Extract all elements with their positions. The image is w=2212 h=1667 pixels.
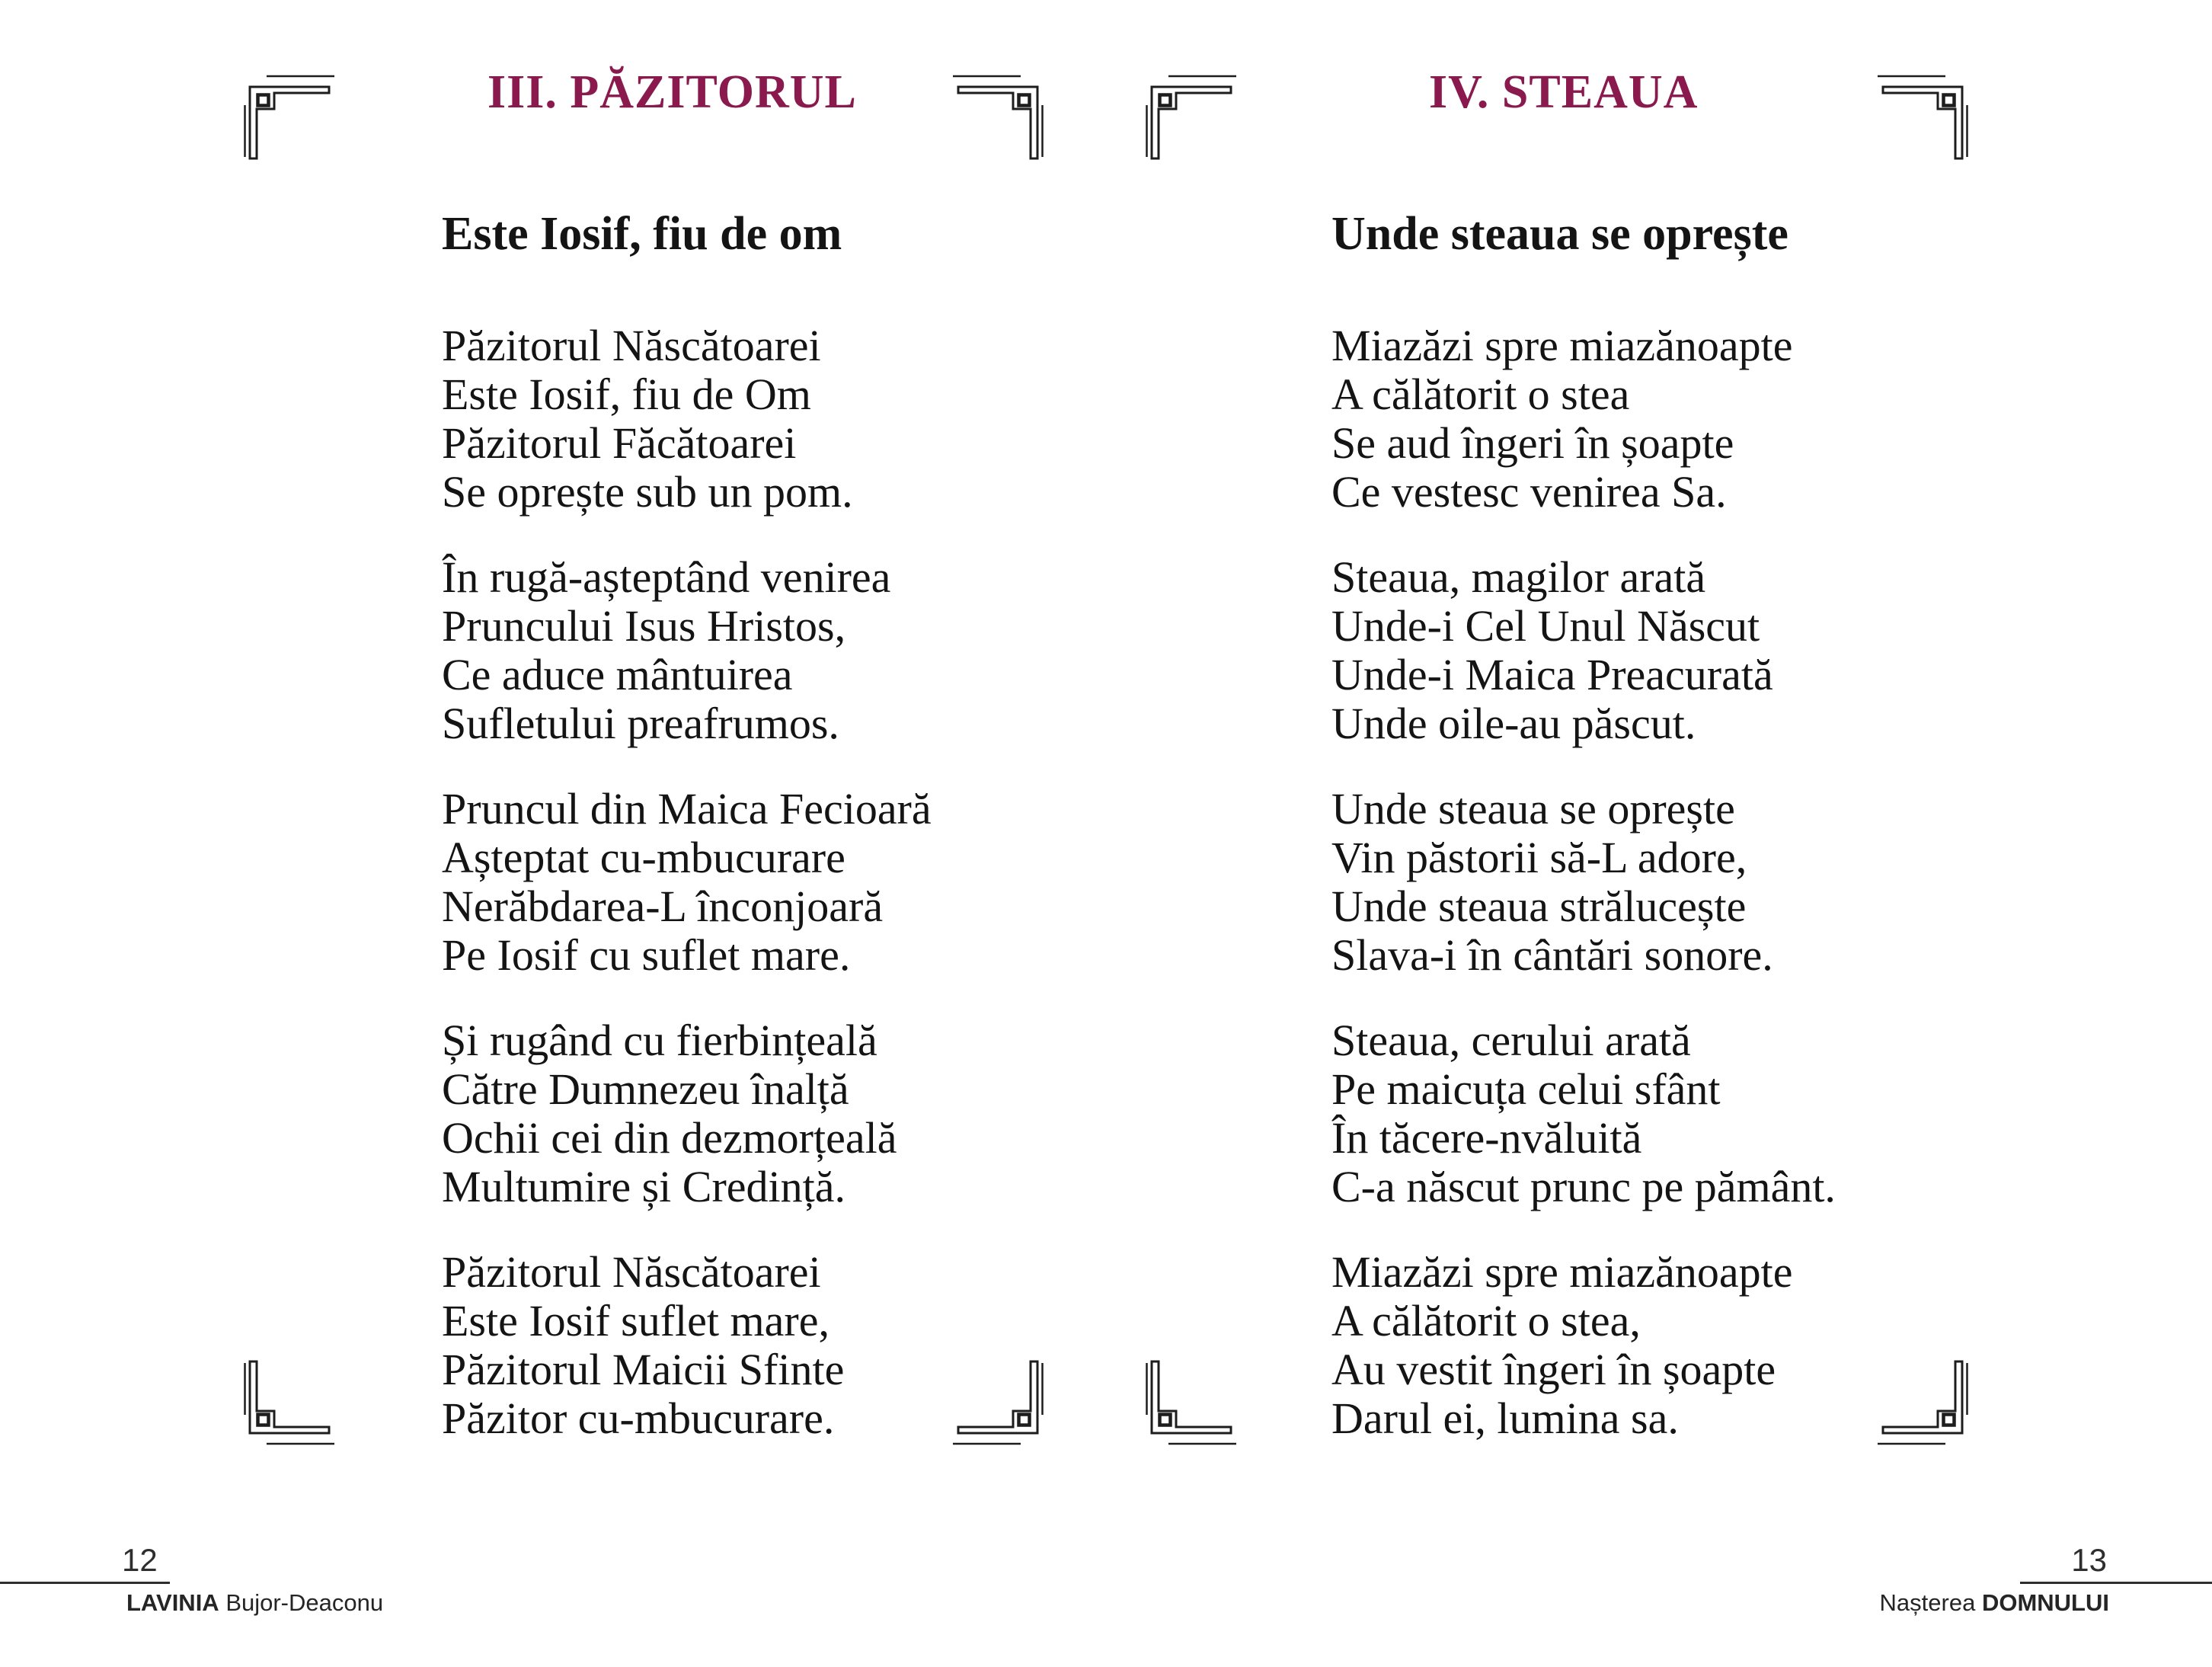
stanza <box>1331 1016 1836 1211</box>
poem-line: Se oprește sub un pom. <box>442 467 853 517</box>
corner-ornament-icon <box>1144 1355 1239 1450</box>
poem-line: Este Iosif suflet mare, <box>442 1296 830 1345</box>
poem-line: Au vestit îngeri în șoapte <box>1331 1345 1776 1394</box>
footer-rule-left <box>0 1582 170 1584</box>
poem-line: Pe Iosif cu suflet mare. <box>442 930 851 980</box>
poem-line: Și rugând cu fierbințeală <box>442 1016 877 1065</box>
poem-title-left: Este Iosif, fiu de om <box>442 208 842 260</box>
chapter-title-right: IV. STEAUA <box>1429 66 1699 118</box>
poem-line: Către Dumnezeu înalță <box>442 1064 849 1114</box>
poem-line: Păzitorul Născătoarei <box>442 1247 821 1297</box>
poem-line: Miazăzi spre miazănoapte <box>1331 1247 1793 1297</box>
poem-line: Ce aduce mântuirea <box>442 650 793 699</box>
footer-title-regular: Nașterea <box>1879 1589 1982 1616</box>
poem-line: C-a născut prunc pe pământ. <box>1331 1162 1836 1211</box>
poem-line: Sufletului preafrumos. <box>442 699 839 748</box>
poem-line: Darul ei, lumina sa. <box>1331 1393 1679 1443</box>
stanza <box>442 1016 932 1211</box>
corner-ornament-icon <box>242 70 337 165</box>
poem-line: Unde-i Cel Unul Născut <box>1331 601 1760 651</box>
poem-line: Așteptat cu-mbucurare <box>442 833 845 882</box>
stanza <box>442 1248 932 1443</box>
corner-ornament-icon <box>242 1355 337 1450</box>
poem-line: Păzitorul Născătoarei <box>442 321 821 370</box>
poem-line: Pruncul din Maica Fecioară <box>442 784 932 834</box>
poem-line: Vin păstorii să-L adore, <box>1331 833 1747 882</box>
footer-title-bold: DOMNULUI <box>1981 1589 2109 1616</box>
poem-line: Păzitor cu-mbucurare. <box>442 1393 835 1443</box>
stanza <box>442 553 932 748</box>
poem-line: Unde oile-au păscut. <box>1331 699 1696 748</box>
poem-body-right <box>1331 322 1836 1443</box>
corner-ornament-icon <box>1875 1355 1970 1450</box>
footer-author-bold: LAVINIA <box>126 1589 219 1616</box>
footer-rule-right <box>2020 1582 2212 1584</box>
stanza <box>442 785 932 980</box>
stanza <box>442 322 932 517</box>
poem-line: Steaua, magilor arată <box>1331 552 1706 602</box>
corner-ornament-icon <box>951 1355 1045 1450</box>
poem-line: Miazăzi spre miazănoapte <box>1331 321 1793 370</box>
poem-line: Ce vestesc venirea Sa. <box>1331 467 1727 517</box>
poem-line: Este Iosif, fiu de Om <box>442 370 811 419</box>
poem-line: Păzitorul Maicii Sfinte <box>442 1345 845 1394</box>
poem-line: Unde steaua se oprește <box>1331 784 1735 834</box>
footer-title-right <box>1880 1589 2109 1617</box>
poem-body-left <box>442 322 932 1443</box>
poem-line: Unde-i Maica Preacurată <box>1331 650 1773 699</box>
chapter-title-left: III. PĂZITORUL <box>487 66 857 118</box>
poem-line: Pruncului Isus Hristos, <box>442 601 846 651</box>
poem-line: În rugă-așteptând venirea <box>442 552 891 602</box>
poem-line: În tăcere-nvăluită <box>1331 1113 1642 1163</box>
page-number-right: 13 <box>2071 1542 2107 1578</box>
poem-line: Slava-i în cântări sonore. <box>1331 930 1773 980</box>
corner-ornament-icon <box>1875 70 1970 165</box>
footer-author-left <box>126 1589 383 1617</box>
poem-line: Steaua, cerului arată <box>1331 1016 1691 1065</box>
poem-line: Se aud îngeri în șoapte <box>1331 418 1734 468</box>
stanza <box>1331 785 1836 980</box>
poem-line: Pe maicuța celui sfânt <box>1331 1064 1721 1114</box>
stanza <box>1331 553 1836 748</box>
stanza <box>1331 1248 1836 1443</box>
poem-line: Ochii cei din dezmorțeală <box>442 1113 897 1163</box>
corner-ornament-icon <box>1144 70 1239 165</box>
poem-line: Păzitorul Făcătoarei <box>442 418 797 468</box>
poem-line: A călătorit o stea, <box>1331 1296 1641 1345</box>
poem-title-right: Unde steaua se oprește <box>1331 208 1788 260</box>
poem-line: Multumire și Credință. <box>442 1162 845 1211</box>
poem-line: Nerăbdarea-L înconjoară <box>442 881 884 931</box>
poem-line: Unde steaua strălucește <box>1331 881 1747 931</box>
page-number-left: 12 <box>122 1542 158 1578</box>
corner-ornament-icon <box>951 70 1045 165</box>
footer-author-regular: Bujor-Deaconu <box>219 1589 384 1616</box>
poem-line: A călătorit o stea <box>1331 370 1630 419</box>
stanza <box>1331 322 1836 517</box>
